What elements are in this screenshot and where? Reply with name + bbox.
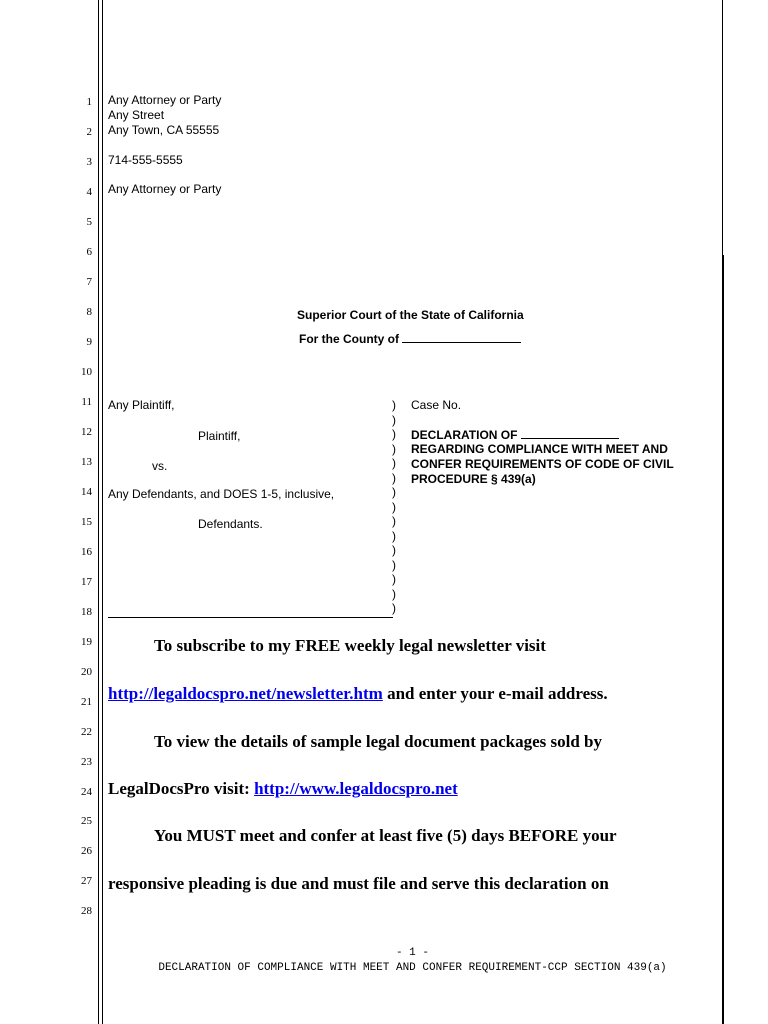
document-title-line-1 (411, 427, 619, 442)
document-title-line-2: REGARDING COMPLIANCE WITH MEET AND (411, 442, 668, 456)
body-paragraph-2-line-2 (108, 779, 458, 799)
document-title-line-3: CONFER REQUIREMENTS OF CODE OF CIVIL (411, 457, 674, 471)
line-number: 26 (81, 845, 92, 857)
line-number: 3 (86, 156, 92, 168)
line-number: 20 (81, 666, 92, 678)
right-margin-rule-thick (722, 255, 724, 1024)
body-paragraph-1-line-2 (108, 684, 608, 704)
newsletter-link[interactable]: http://legaldocspro.net/newsletter.htm (108, 684, 383, 703)
versus-label: vs. (152, 459, 168, 473)
defendant-name: Any Defendants, and DOES 1-5, inclusive, (108, 487, 335, 501)
caption-paren: ) (392, 543, 396, 557)
attorney-name: Any Attorney or Party (108, 93, 222, 107)
line-number: 14 (81, 486, 92, 498)
page-number: - 1 - (395, 947, 429, 959)
caption-paren: ) (392, 528, 396, 543)
defendant-label: Defendants. (198, 517, 263, 531)
plaintiff-label: Plaintiff, (198, 429, 241, 443)
county-blank (402, 331, 521, 343)
legaldocspro-prefix: LegalDocsPro visit: (108, 779, 250, 798)
line-number: 13 (81, 456, 92, 468)
caption-paren: ) (392, 586, 396, 601)
caption-paren: ) (392, 499, 396, 514)
caption-paren: ) (392, 485, 396, 499)
line-number: 28 (81, 905, 92, 917)
attorney-phone: 714-555-5555 (108, 153, 183, 167)
plaintiff-name: Any Plaintiff, (108, 398, 175, 412)
caption-paren: ) (392, 398, 396, 412)
left-margin-rule (98, 0, 99, 1024)
line-number: 8 (86, 306, 92, 318)
caption-paren: ) (392, 427, 396, 441)
line-number: 11 (81, 396, 92, 408)
line-number: 5 (86, 216, 92, 228)
line-number: 21 (81, 696, 92, 708)
body-paragraph-3-line-2: responsive pleading is due and must file and serve this declaration on (108, 874, 609, 893)
line-number: 7 (86, 276, 92, 288)
body-paragraph-2-line-1: To view the details of sample legal document packages sold by (154, 732, 603, 751)
body-paragraph-1-line-1: To subscribe to my FREE weekly legal newsletter visit (154, 636, 546, 655)
court-county-label: For the County of (299, 332, 399, 346)
document-title-text: DECLARATION OF (411, 428, 518, 442)
legaldocspro-link[interactable]: http://www.legaldocspro.net (254, 779, 458, 798)
caption-paren: ) (392, 470, 396, 485)
line-number: 9 (86, 336, 92, 348)
caption-paren: ) (392, 456, 396, 470)
footer-title: DECLARATION OF COMPLIANCE WITH MEET AND CONFER REQUIREMENT-CCP SECTION 439(a) (158, 962, 667, 974)
body-paragraph-3-line-1: You MUST meet and confer at least five (5) days BEFORE your (154, 826, 617, 845)
caption-paren: ) (392, 514, 396, 528)
caption-paren: ) (392, 601, 396, 615)
line-number: 10 (81, 366, 92, 378)
newsletter-rest: and enter your e-mail address. (387, 684, 608, 703)
line-number: 16 (81, 546, 92, 558)
line-number: 12 (81, 426, 92, 438)
caption-paren: ) (392, 572, 396, 586)
caption-paren: ) (392, 412, 396, 427)
court-county (299, 331, 521, 346)
line-number: 27 (81, 875, 92, 887)
attorney-street: Any Street (108, 108, 165, 122)
court-name: Superior Court of the State of California (297, 308, 524, 322)
left-margin-rule-inner (102, 0, 103, 1024)
line-number: 2 (86, 126, 92, 138)
line-number: 1 (86, 96, 92, 108)
line-number: 19 (81, 636, 92, 648)
line-number: 6 (86, 246, 92, 258)
line-number: 17 (81, 576, 92, 588)
line-number: 18 (81, 606, 92, 618)
line-number: 22 (81, 726, 92, 738)
line-number: 4 (86, 186, 92, 198)
attorney-for: Any Attorney or Party (108, 182, 222, 196)
line-number: 25 (81, 815, 92, 827)
document-title-line-4: PROCEDURE § 439(a) (411, 472, 536, 486)
line-number: 23 (81, 756, 92, 768)
line-number: 15 (81, 516, 92, 528)
caption-paren: ) (392, 557, 396, 572)
caption-underline (108, 617, 393, 618)
case-number-label: Case No. (411, 398, 462, 412)
line-number: 24 (81, 786, 92, 798)
declarant-blank (521, 427, 619, 439)
caption-paren: ) (392, 441, 396, 456)
attorney-city: Any Town, CA 55555 (108, 123, 220, 137)
